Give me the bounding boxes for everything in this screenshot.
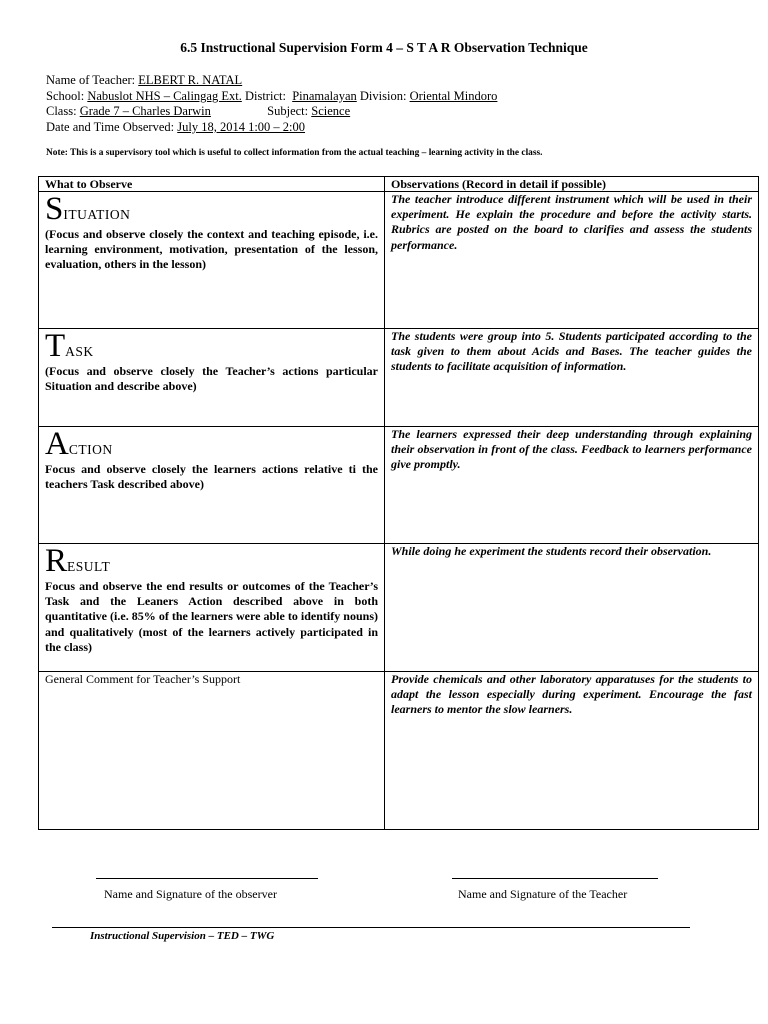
teacher-signature-line — [452, 878, 658, 879]
table-header-row — [39, 177, 759, 192]
district-label: District: — [244, 89, 286, 103]
comment-row — [39, 672, 759, 830]
observer-signature-label: Name and Signature of the observer — [104, 887, 277, 901]
district-value: Pinamalayan — [292, 89, 357, 103]
situation-row — [39, 192, 759, 329]
school-line — [46, 88, 497, 104]
class-line — [46, 103, 350, 119]
note: Note: This is a supervisory tool which is useful to collect information from the actual teaching – learning activity in the class. — [46, 148, 543, 158]
action-heading: ACTION — [45, 426, 113, 462]
teacher-signature-label: Name and Signature of the Teacher — [458, 887, 628, 901]
result-description: Focus and observe the end results or outcomes of the Teacher’s Task and the Leaners Action described above in both quantitative (i.e. 85% of the learners were able to identify nouns) and qualitatively (most of the learners actively participated in the class) — [45, 579, 378, 654]
action-criteria — [39, 427, 385, 544]
task-heading: TASK — [45, 328, 94, 364]
situation-criteria — [39, 192, 385, 329]
result-observation: While doing he experiment the students record their observation. — [385, 544, 759, 672]
footer-divider — [52, 927, 690, 928]
task-row — [39, 329, 759, 427]
division-value: Oriental Mindoro — [409, 89, 498, 103]
comment-observation: Provide chemicals and other laboratory apparatuses for the students to adapt the lesson especially during experiment. Encourage the fast learners to mentor the slow learners. — [385, 672, 759, 830]
comment-label: General Comment for Teacher’s Support — [39, 672, 385, 830]
situation-observation: The teacher introduce different instrument which will be used in their experiment. He explain the procedure and before the activity starts. Rubrics are posted on the board to clarifies and assess the students performance. — [385, 192, 759, 329]
teacher-line — [46, 72, 242, 88]
result-row — [39, 544, 759, 672]
school-label: School: — [46, 89, 85, 103]
situation-heading: SITUATION — [45, 191, 131, 227]
subject-value: Science — [311, 104, 351, 118]
date-label: Date and Time Observed: — [46, 120, 175, 134]
division-label: Division: — [359, 89, 407, 103]
observer-signature-line — [96, 878, 318, 879]
task-observation: The students were group into 5. Students participated according to the task given to them about Acids and Bases. The teacher guides the students to facilitate acquisition of information. — [385, 329, 759, 427]
action-row — [39, 427, 759, 544]
col-observations-header: Observations (Record in detail if possible) — [385, 177, 759, 192]
school-value: Nabuslot NHS – Calingag Ext. — [87, 89, 242, 103]
date-value: July 18, 2014 1:00 – 2:00 — [177, 120, 306, 134]
footer-text: Instructional Supervision – TED – TWG — [90, 930, 275, 942]
result-criteria — [39, 544, 385, 672]
subject-label: Subject: — [267, 104, 309, 118]
teacher-label: Name of Teacher: — [46, 73, 136, 87]
teacher-value: ELBERT R. NATAL — [138, 73, 243, 87]
action-description: Focus and observe closely the learners actions relative ti the teachers Task described above) — [45, 462, 378, 492]
form-title: 6.5 Instructional Supervision Form 4 – S T A R Observation Technique — [180, 40, 588, 55]
class-value: Grade 7 – Charles Darwin — [79, 104, 211, 118]
col-what-header: What to Observe — [39, 177, 385, 192]
star-table — [38, 176, 759, 830]
result-heading: RESULT — [45, 543, 111, 579]
task-criteria — [39, 329, 385, 427]
date-line — [46, 119, 305, 135]
class-label: Class: — [46, 104, 77, 118]
action-observation: The learners expressed their deep understanding through explaining their observation in front of the class. Feedback to learners performance give promptly. — [385, 427, 759, 544]
task-description: (Focus and observe closely the Teacher’s actions particular Situation and describe above) — [45, 364, 378, 394]
situation-description: (Focus and observe closely the context and teaching episode, i.e. learning environment, motivation, presentation of the lesson, evaluation, others in the lesson) — [45, 227, 378, 272]
